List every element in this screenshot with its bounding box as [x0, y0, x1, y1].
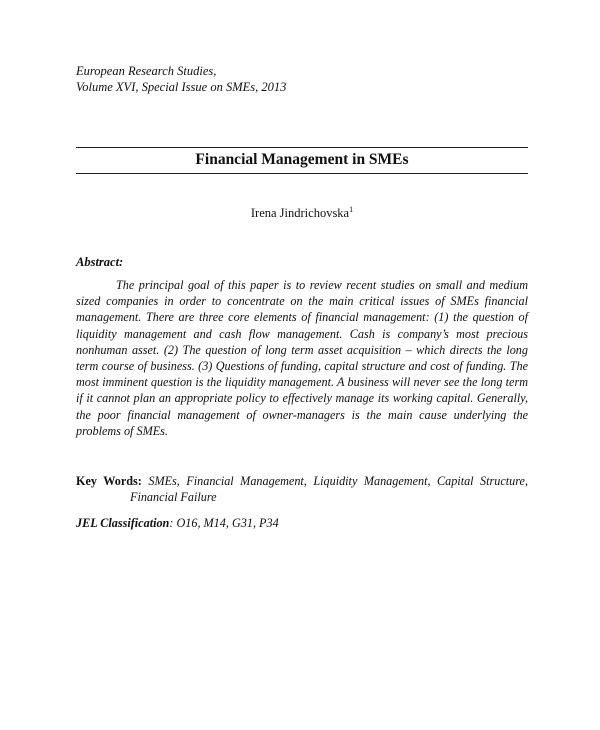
title-bottom-rule	[76, 173, 528, 174]
abstract-heading: Abstract:	[76, 255, 124, 269]
paper-title: Financial Management in SMEs	[195, 151, 409, 168]
title-top-rule	[76, 147, 528, 148]
author-name: Irena Jindrichovska	[250, 206, 350, 220]
keywords-continuation: Financial Failure	[130, 490, 217, 504]
jel-label: JEL Classification	[76, 516, 170, 530]
author-line	[76, 205, 528, 221]
jel-classification	[76, 515, 279, 531]
journal-citation	[76, 64, 286, 95]
keywords-label: Key Words:	[76, 474, 142, 488]
jel-codes: : O16, M14, G31, P34	[169, 516, 279, 530]
author-footnote-marker: 1	[349, 204, 354, 214]
keywords-line	[76, 473, 528, 490]
journal-volume: Volume XVI, Special Issue on SMEs, 2013	[76, 79, 287, 94]
abstract-body: The principal goal of this paper is to review recent studies on small and medium sized companies in order to concentrate on the main critical issues of SMEs financial management. There are three core elements of financial management: (1) the question of liquidity management and cash flow management. Cash is company’s most precious nonhuman asset. (2) The question of long term asset acquisition – which directs the long term course of business. (3) Questions of funding, capital structure and cost of funding. The most imminent question is the liquidity management. A business will never see the long term if it cannot plan an appropriate policy to effectively manage its working capital. Generally, the poor financial management of owner-managers is the main cause underlying the problems of SMEs.	[76, 278, 528, 438]
keywords-values: SMEs, Financial Management, Liquidity Management, Capital Structure,	[148, 474, 528, 488]
journal-name: European Research Studies,	[76, 64, 217, 78]
